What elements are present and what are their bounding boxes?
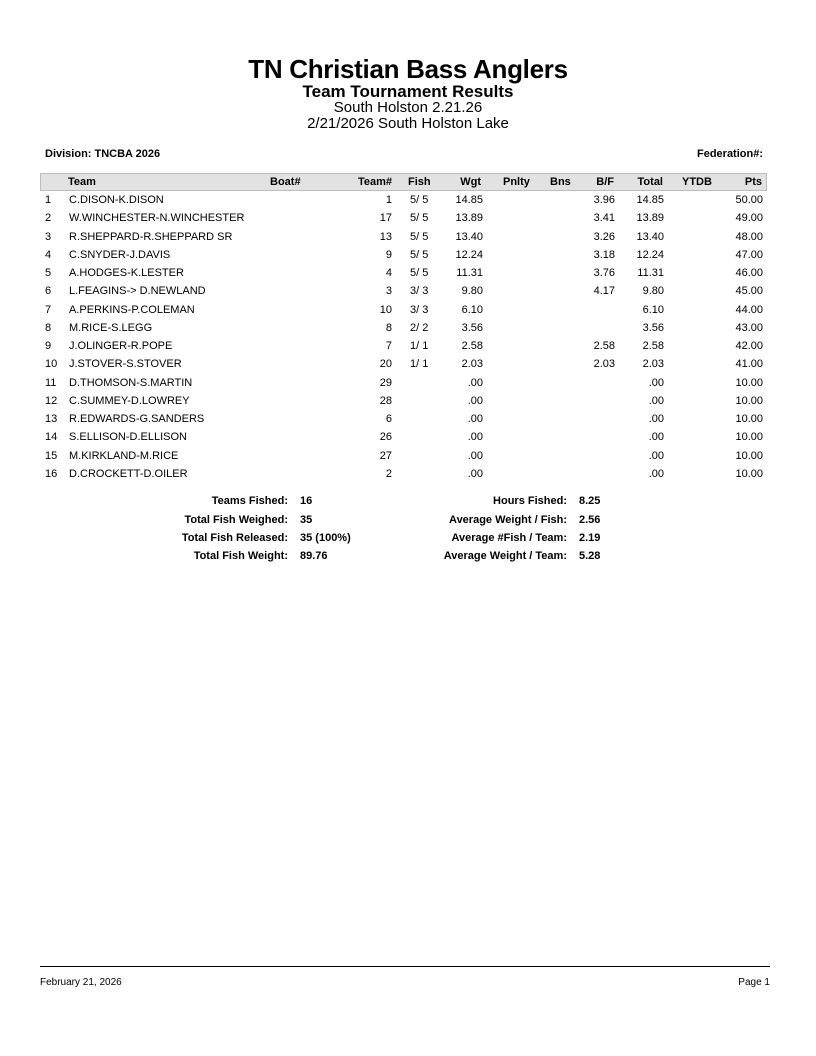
footer-page-number: Page 1 bbox=[738, 977, 770, 988]
footer-divider bbox=[40, 966, 770, 967]
teams-fished-label: Teams Fished: bbox=[211, 495, 288, 507]
cell-wgt: 11.31 bbox=[456, 267, 483, 279]
cell-place: 10 bbox=[45, 358, 58, 371]
cell-bf: 2.03 bbox=[593, 358, 615, 371]
cell-team: R.SHEPPARD-R.SHEPPARD SR bbox=[69, 230, 233, 243]
cell-team-number: 7 bbox=[385, 340, 392, 352]
cell-team: C.SUMMEY-D.LOWREY bbox=[69, 394, 190, 407]
cell-pts: 48.00 bbox=[735, 230, 763, 243]
cell-total: 3.56 bbox=[642, 321, 664, 334]
table-row bbox=[40, 356, 767, 374]
table-row bbox=[40, 338, 767, 356]
cell-wgt: .00 bbox=[467, 449, 483, 462]
cell-team-number: 17 bbox=[379, 212, 392, 225]
cell-fish: 5/ 5 bbox=[410, 212, 429, 225]
col-pnlty: Pnlty bbox=[503, 176, 530, 188]
cell-team: C.DISON-K.DISON bbox=[69, 194, 164, 206]
cell-bf: 3.96 bbox=[593, 194, 615, 206]
table-row bbox=[40, 192, 767, 210]
cell-bf: 3.18 bbox=[593, 248, 615, 261]
col-boat: Boat# bbox=[270, 176, 301, 188]
cell-fish: 3/ 3 bbox=[410, 285, 429, 298]
cell-total: 11.31 bbox=[637, 267, 664, 279]
total-fish-released-label: Total Fish Released: bbox=[181, 532, 288, 544]
table-row bbox=[40, 210, 767, 228]
cell-team: A.PERKINS-P.COLEMAN bbox=[69, 303, 195, 316]
cell-team-number: 29 bbox=[379, 376, 392, 389]
cell-team-number: 28 bbox=[379, 394, 392, 407]
cell-wgt: 14.85 bbox=[455, 194, 483, 206]
cell-total: .00 bbox=[648, 376, 664, 389]
cell-fish: 5/ 5 bbox=[410, 248, 429, 261]
avg-weight-team-label: Average Weight / Team: bbox=[443, 550, 567, 562]
col-team-number: Team# bbox=[357, 176, 392, 188]
total-fish-weight-value: 89.76 bbox=[300, 550, 328, 562]
table-row bbox=[40, 393, 767, 411]
cell-place: 3 bbox=[45, 230, 52, 243]
cell-wgt: 6.10 bbox=[461, 303, 483, 316]
cell-wgt: 13.40 bbox=[455, 230, 483, 243]
avg-weight-fish-label: Average Weight / Fish: bbox=[449, 514, 567, 526]
cell-pts: 44.00 bbox=[735, 303, 763, 316]
table-row bbox=[40, 375, 767, 393]
cell-bf: 3.76 bbox=[593, 267, 615, 279]
cell-pts: 49.00 bbox=[735, 212, 763, 225]
cell-total: 13.40 bbox=[636, 230, 664, 243]
cell-team: W.WINCHESTER-N.WINCHESTER bbox=[69, 212, 245, 225]
cell-team: J.STOVER-S.STOVER bbox=[69, 358, 182, 371]
cell-pts: 10.00 bbox=[735, 449, 763, 462]
col-total: Total bbox=[637, 176, 663, 188]
avg-weight-team-value: 5.28 bbox=[579, 550, 601, 562]
table-row bbox=[40, 265, 767, 283]
cell-team: S.ELLISON-D.ELLISON bbox=[69, 431, 187, 444]
cell-total: 13.89 bbox=[636, 212, 664, 225]
cell-wgt: 12.24 bbox=[455, 248, 483, 261]
cell-pts: 45.00 bbox=[735, 285, 763, 298]
cell-total: .00 bbox=[648, 467, 664, 480]
cell-wgt: .00 bbox=[467, 413, 483, 425]
cell-total: 12.24 bbox=[636, 248, 664, 261]
total-fish-weighed-value: 35 bbox=[300, 514, 313, 526]
cell-team-number: 20 bbox=[379, 358, 392, 371]
cell-pts: 10.00 bbox=[735, 431, 763, 444]
cell-team-number: 27 bbox=[379, 449, 392, 462]
cell-team-number: 9 bbox=[385, 248, 392, 261]
table-row bbox=[40, 466, 767, 484]
col-bf: B/F bbox=[596, 176, 614, 188]
cell-pts: 50.00 bbox=[735, 194, 763, 206]
cell-place: 7 bbox=[45, 303, 52, 316]
cell-pts: 10.00 bbox=[735, 376, 763, 389]
cell-place: 2 bbox=[45, 212, 52, 225]
cell-wgt: .00 bbox=[467, 394, 483, 407]
cell-total: .00 bbox=[648, 431, 664, 444]
cell-wgt: 2.03 bbox=[461, 358, 483, 371]
cell-place: 4 bbox=[45, 248, 52, 261]
col-bns: Bns bbox=[550, 176, 571, 188]
cell-place: 11 bbox=[45, 376, 57, 389]
cell-bf: 3.26 bbox=[593, 230, 615, 243]
cell-team: D.CROCKETT-D.OILER bbox=[69, 467, 188, 480]
cell-team-number: 4 bbox=[385, 267, 392, 279]
cell-pts: 10.00 bbox=[735, 394, 763, 407]
cell-wgt: .00 bbox=[467, 376, 483, 389]
cell-fish: 2/ 2 bbox=[410, 321, 429, 334]
col-wgt: Wgt bbox=[460, 176, 481, 188]
cell-total: .00 bbox=[648, 449, 664, 462]
cell-total: .00 bbox=[648, 394, 664, 407]
cell-team: J.OLINGER-R.POPE bbox=[69, 340, 173, 352]
avg-weight-fish-value: 2.56 bbox=[579, 514, 601, 526]
col-ytdb: YTDB bbox=[682, 176, 712, 188]
table-row bbox=[40, 302, 767, 320]
cell-fish: 5/ 5 bbox=[410, 194, 429, 206]
cell-team-number: 2 bbox=[385, 467, 392, 480]
cell-team: A.HODGES-K.LESTER bbox=[69, 267, 184, 279]
cell-bf: 3.41 bbox=[593, 212, 615, 225]
cell-place: 5 bbox=[45, 267, 52, 279]
table-row bbox=[40, 283, 767, 301]
report-title: TN Christian Bass Anglers bbox=[248, 54, 568, 84]
cell-bf: 2.58 bbox=[593, 340, 615, 352]
cell-team-number: 26 bbox=[379, 431, 392, 444]
table-row bbox=[40, 320, 767, 338]
cell-fish: 5/ 5 bbox=[410, 267, 429, 279]
cell-total: 14.85 bbox=[636, 194, 664, 206]
event-date-location: 2/21/2026 South Holston Lake bbox=[307, 115, 509, 132]
avg-fish-team-value: 2.19 bbox=[579, 532, 601, 544]
division-label: Division: TNCBA 2026 bbox=[45, 148, 161, 160]
cell-place: 15 bbox=[45, 449, 58, 462]
cell-total: 2.58 bbox=[642, 340, 664, 352]
cell-fish: 1/ 1 bbox=[410, 340, 429, 352]
hours-fished-label: Hours Fished: bbox=[493, 495, 567, 507]
cell-place: 14 bbox=[45, 431, 58, 444]
cell-place: 16 bbox=[45, 467, 58, 480]
cell-team: R.EDWARDS-G.SANDERS bbox=[69, 413, 205, 425]
federation-label: Federation#: bbox=[696, 148, 763, 160]
cell-team-number: 8 bbox=[385, 321, 392, 334]
total-fish-weight-label: Total Fish Weight: bbox=[193, 550, 288, 562]
cell-team: L.FEAGINS-> D.NEWLAND bbox=[69, 285, 206, 298]
total-fish-released-value: 35 (100%) bbox=[300, 532, 351, 544]
cell-fish: 3/ 3 bbox=[410, 303, 429, 316]
footer-date: February 21, 2026 bbox=[40, 977, 122, 988]
table-row bbox=[40, 448, 767, 466]
cell-team: M.RICE-S.LEGG bbox=[69, 321, 153, 334]
cell-total: .00 bbox=[648, 413, 664, 425]
cell-fish: 5/ 5 bbox=[410, 230, 429, 243]
cell-fish: 1/ 1 bbox=[410, 358, 429, 371]
avg-fish-team-label: Average #Fish / Team: bbox=[451, 532, 567, 544]
hours-fished-value: 8.25 bbox=[579, 495, 601, 507]
table-row bbox=[40, 429, 767, 447]
cell-total: 9.80 bbox=[642, 285, 664, 298]
cell-team-number: 3 bbox=[385, 285, 392, 298]
cell-pts: 10.00 bbox=[735, 467, 763, 480]
table-row bbox=[40, 229, 767, 247]
cell-wgt: 13.89 bbox=[455, 212, 483, 225]
cell-wgt: .00 bbox=[467, 467, 483, 480]
cell-total: 6.10 bbox=[642, 303, 664, 316]
cell-team: D.THOMSON-S.MARTIN bbox=[69, 376, 193, 389]
cell-team-number: 13 bbox=[379, 230, 392, 243]
cell-pts: 46.00 bbox=[735, 267, 763, 279]
cell-pts: 47.00 bbox=[735, 248, 763, 261]
cell-wgt: 9.80 bbox=[461, 285, 483, 298]
table-row bbox=[40, 411, 767, 429]
cell-place: 13 bbox=[45, 413, 58, 425]
cell-wgt: 2.58 bbox=[461, 340, 483, 352]
cell-team-number: 1 bbox=[385, 194, 392, 206]
cell-wgt: 3.56 bbox=[461, 321, 483, 334]
cell-wgt: .00 bbox=[467, 431, 483, 444]
cell-bf: 4.17 bbox=[593, 285, 615, 298]
cell-place: 9 bbox=[45, 340, 52, 352]
cell-team: C.SNYDER-J.DAVIS bbox=[69, 248, 171, 261]
col-fish: Fish bbox=[408, 176, 431, 188]
cell-place: 6 bbox=[45, 285, 52, 298]
cell-place: 12 bbox=[45, 394, 58, 407]
cell-pts: 43.00 bbox=[735, 321, 763, 334]
cell-pts: 41.00 bbox=[735, 358, 763, 371]
table-row bbox=[40, 247, 767, 265]
cell-team-number: 10 bbox=[379, 303, 392, 316]
teams-fished-value: 16 bbox=[300, 495, 313, 507]
cell-place: 8 bbox=[45, 321, 52, 334]
cell-team-number: 6 bbox=[385, 413, 392, 425]
cell-pts: 10.00 bbox=[735, 413, 763, 425]
report-subtitle: Team Tournament Results bbox=[302, 82, 514, 101]
total-fish-weighed-label: Total Fish Weighed: bbox=[184, 514, 288, 526]
cell-place: 1 bbox=[45, 194, 52, 206]
col-team: Team bbox=[68, 176, 96, 188]
results-table-header bbox=[40, 173, 767, 191]
cell-team: M.KIRKLAND-M.RICE bbox=[69, 449, 179, 462]
cell-pts: 42.00 bbox=[735, 340, 763, 352]
col-pts: Pts bbox=[744, 176, 762, 188]
cell-total: 2.03 bbox=[642, 358, 664, 371]
event-name: South Holston 2.21.26 bbox=[333, 99, 483, 116]
